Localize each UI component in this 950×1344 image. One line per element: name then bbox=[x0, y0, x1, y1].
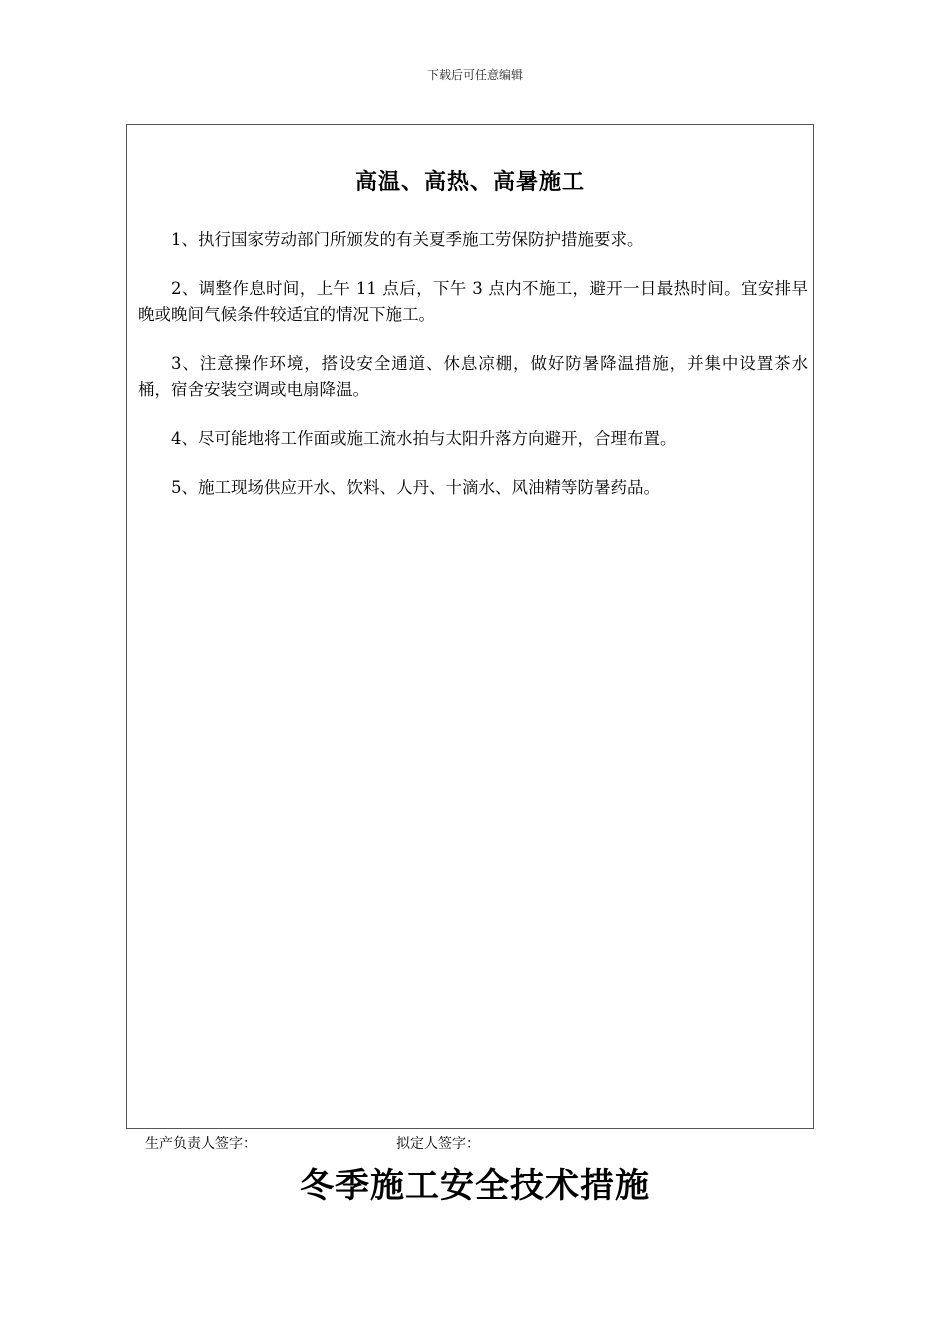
measure-item-1: 1、执行国家劳动部门所颁发的有关夏季施工劳保防护措施要求。 bbox=[171, 230, 644, 249]
drafter-signature-label: 拟定人签字： bbox=[396, 1136, 480, 1152]
next-section-title: 冬季施工安全技术措施 bbox=[300, 1166, 650, 1206]
measure-item-2: 2、调整作息时间，上午 11 点后，下午 3 点内不施工，避开一日最热时间。宜安排早晚或晚间气候条件较适宜的情况下施工。 bbox=[138, 279, 808, 324]
section-title: 高温、高热、高暑施工 bbox=[354, 169, 585, 195]
measure-item-3: 3、注意操作环境，搭设安全通道、休息凉棚，做好防暑降温措施，并集中设置茶水桶，宿舍安装空调或电扇降温。 bbox=[138, 354, 808, 399]
content-box bbox=[126, 124, 814, 1129]
signature-row bbox=[0, 1133, 950, 1155]
producer-signature-label: 生产负责人签字： bbox=[145, 1136, 257, 1152]
measure-item-5: 5、施工现场供应开水、饮料、人丹、十滴水、风油精等防暑药品。 bbox=[171, 478, 660, 497]
header-note: 下载后可任意编辑 bbox=[426, 68, 523, 82]
measure-item-4: 4、尽可能地将工作面或施工流水拍与太阳升落方向避开，合理布置。 bbox=[171, 429, 677, 448]
measure-list bbox=[138, 227, 808, 524]
